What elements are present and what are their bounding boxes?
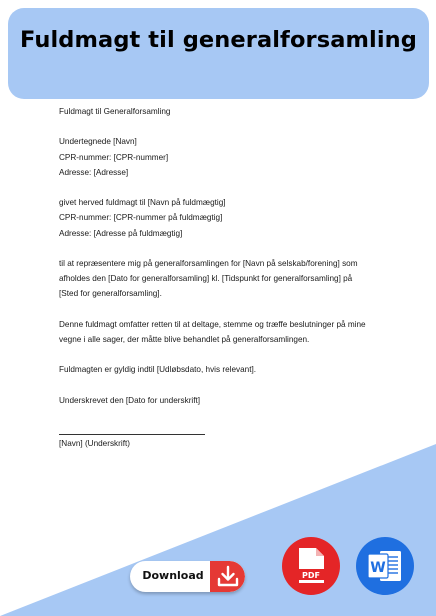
pdf-download-button[interactable] [282, 537, 340, 595]
signature-label: [Navn] (Underskrift) [59, 439, 130, 449]
address-line: Adresse: [Adresse] [59, 167, 129, 177]
representation-paragraph-line-1: til at repræsentere mig på generalforsamlingen for [Navn på selskab/forening] som [59, 258, 358, 268]
signed-date-line: Underskrevet den [Dato for underskrift] [59, 395, 201, 405]
page-title: Fuldmagt til generalforsamling [20, 27, 417, 53]
word-badge-label: W [370, 560, 386, 576]
download-icon [210, 561, 245, 592]
validity-line: Fuldmagten er gyldig indtil [Udløbsdato, hvis relevant]. [59, 365, 257, 375]
download-button[interactable] [130, 561, 245, 592]
pdf-file-icon [282, 537, 340, 595]
proxy-intro-line: givet herved fuldmagt til [Navn på fuldmægtig] [59, 198, 226, 208]
scope-paragraph-line-1: Denne fuldmagt omfatter retten til at deltage, stemme og træffe beslutninger på mine [59, 319, 366, 329]
document-heading: Fuldmagt til Generalforsamling [59, 107, 171, 116]
scope-paragraph-line-2: vegne i alle sager, der måtte blive behandlet på generalforsamlingen. [59, 334, 310, 344]
cpr-line: CPR-nummer: [CPR-nummer] [59, 152, 169, 162]
signature-line [59, 423, 205, 435]
proxy-cpr-line: CPR-nummer: [CPR-nummer på fuldmægtig] [59, 213, 223, 223]
undersigned-line: Undertegnede [Navn] [59, 137, 137, 147]
document-body [59, 104, 409, 451]
word-file-icon [356, 537, 414, 595]
representation-paragraph-line-2: afholdes den [Dato for generalforsamling] kl. [Tidspunkt for generalforsamling] på [59, 274, 353, 284]
representation-paragraph-line-3: [Sted for generalforsamling]. [59, 289, 162, 299]
header-banner [8, 8, 429, 99]
pdf-badge-label: PDF [302, 570, 320, 580]
word-download-button[interactable] [356, 537, 414, 595]
proxy-address-line: Adresse: [Adresse på fuldmægtig] [59, 228, 183, 238]
download-button-label: Download [142, 569, 204, 582]
